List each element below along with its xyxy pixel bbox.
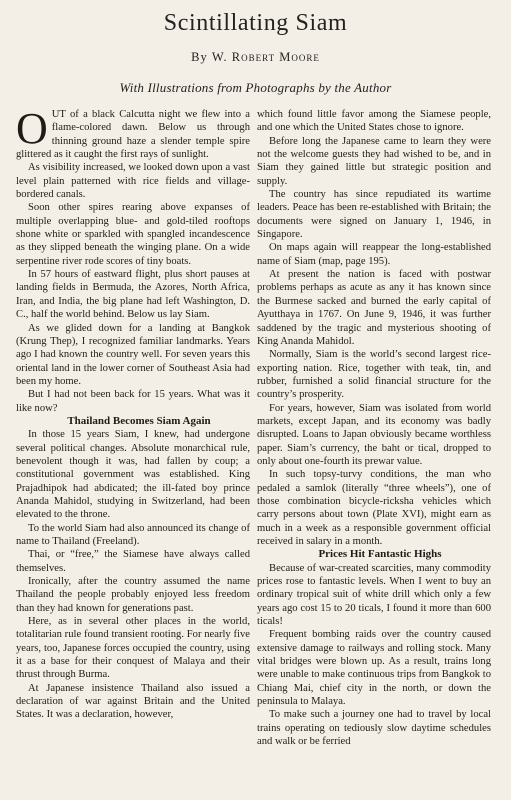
byline-author: W. Robert Moore (211, 50, 320, 64)
paragraph: On maps again will reappear the long-established name of Siam (map, page 195). (257, 242, 491, 267)
paragraph: To the world Siam had also announced its change of name to Thailand (Freeland). (16, 522, 250, 547)
illustration-credit: With Illustrations from Photographs by the Author (119, 80, 392, 95)
paragraph: Here, as in several other places in the world, totalitarian rule found transient rooting. For nearly five years, too, Japanese forces occupied the country, using it as a base for their conquest of Malaya and their thrust through Burma. (16, 616, 250, 681)
section-subhead: Prices Hit Fantastic Highs (318, 548, 442, 561)
right-column (257, 108, 491, 798)
paragraph: Normally, Siam is the world’s second largest rice-exporting nation. Rice, together with teak, tin, and rubber, furnished a solid financial structure for the country’s prosperity. (257, 349, 491, 401)
paragraph: As visibility increased, we looked down upon a vast level plain patterned with rice fields and village-bordered canals. (16, 162, 250, 201)
paragraph: which found little favor among the Siamese people, and one which the United States chose to ignore. (257, 109, 491, 134)
paragraph: Frequent bombing raids over the country caused extensive damage to railways and rolling stock. Many vital bridges were blown up. As a result, trains long were unable to make continuous trips from Bangkok to Chiang Mai, chief city in the north, or down the peninsula to Malaya. (257, 629, 491, 708)
drop-cap: O (16, 108, 48, 153)
paragraph: At Japanese insistence Thailand also issued a declaration of war against Britain and the United States. It was a declaration, however, (16, 682, 250, 721)
left-column (16, 108, 250, 798)
paragraph: Thai, or “free,” the Siamese have always called themselves. (16, 549, 250, 574)
paragraph: Ironically, after the country assumed the name Thailand the people probably enjoyed less freedom than they had known for generations past. (16, 576, 250, 614)
paragraph: In 57 hours of eastward flight, plus short pauses at landing fields in Bermuda, the Azores, North Africa, Iran, and India, the big plane had left Washington, D. C., half the world behind. Below us lay Siam. (16, 269, 250, 321)
paragraph: Before long the Japanese came to learn they were not the welcome guests they had wished to be, and in Siam they gained little but strategic position and supply. (257, 135, 491, 187)
paragraph: For years, however, Siam was isolated from world markets, except Japan, and its economy was badly disrupted. Loans to Japan obviously became worthless paper. Siam’s currency, the baht or tical, dropped to only about one-fourth its prewar value. (257, 402, 491, 467)
byline-by: By (191, 50, 208, 64)
intro-text: UT of a black Calcutta night we flew into a flame-colored dawn. Below us through thinning ground haze a slender temple spire glittered as it caught the first rays of sunlight. (16, 109, 250, 161)
byline (0, 50, 511, 65)
paragraph: Soon other spires rearing above expanses of multiple overlapping blue- and gold-tiled rooftops shone white or sparkled with spangled incandescence as they slipped beneath the winging plane. On a wide serpentine river rode scores of tiny boats. (16, 202, 250, 267)
section-subhead: Thailand Becomes Siam Again (67, 414, 211, 427)
paragraph: To make such a journey one had to travel by local trains operating on tediously slow daytime schedules and walk or be ferried (257, 709, 491, 748)
paragraph: In such topsy-turvy conditions, the man who pedaled a samlok (literally “three wheels”), one of those combination bicycle-ricksha vehicles which carry persons about town (Plate XVI), might earn as much in a week as a responsible government official received in salary in a month. (257, 469, 491, 547)
paragraph: In those 15 years Siam, I knew, had undergone several political changes. Absolute monarchical rule, benevolent though it was, had fallen by coup; a constitutional government was established. King Prajadhipok had abdicated; the ill-fated boy prince Ananda Mahidol, studying in Switzerland, had been elevated to the throne. (16, 429, 250, 521)
paragraph: Because of war-created scarcities, many commodity prices rose to fantastic levels. When I went to buy an ordinary tropical suit of white drill which only a few years ago cost 15 to 20 ticals, I found it more than 600 ticals! (257, 562, 491, 628)
paragraph: But I had not been back for 15 years. What was it like now? (16, 389, 250, 414)
paragraph: At present the nation is faced with postwar problems perhaps as acute as any it has known since the Burmese sacked and burned the early capital of Ayutthaya in 1767. On June 9, 1946, it was further saddened by the tragic and mysterious shooting of King Ananda Mahidol. (257, 269, 491, 347)
paragraph: The country has since repudiated its wartime leaders. Peace has been re-established with Britain; the documents were signed on January 1, 1946, in Singapore. (257, 189, 491, 241)
paragraph: As we glided down for a landing at Bangkok (Krung Thep), I recognized familiar landmarks. Years ago I had known the country well. For seven years this oriental land in the lower corner of Southeast Asia had been my home. (16, 322, 250, 387)
article-title: Scintillating Siam (163, 10, 348, 36)
intro-paragraph (16, 108, 250, 161)
